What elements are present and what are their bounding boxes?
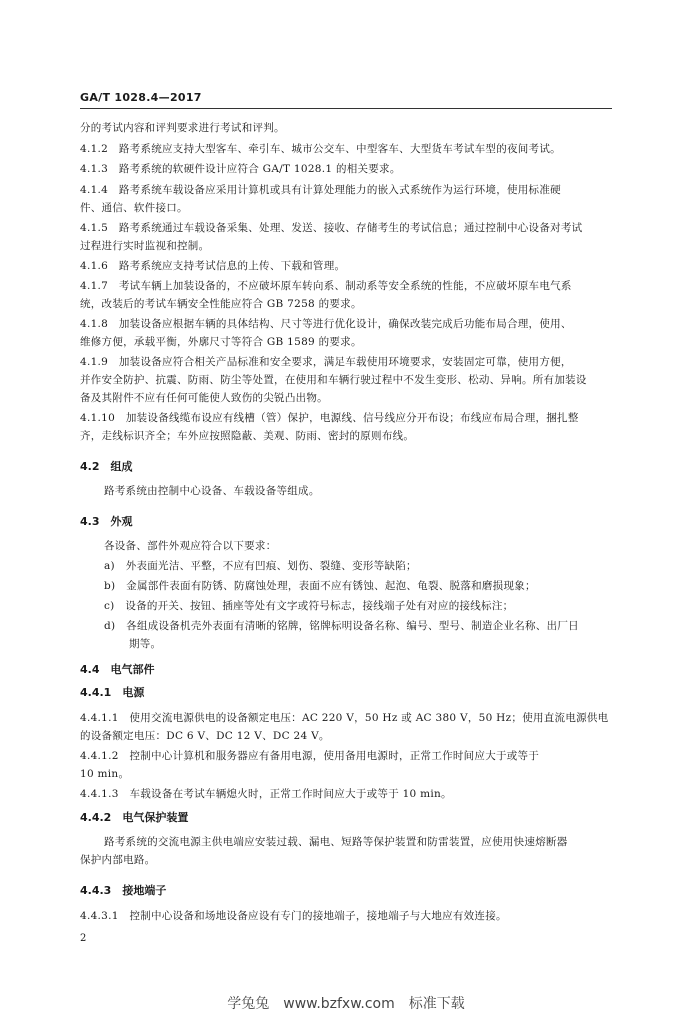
clause-4-1-4: 4.1.4 路考系统车载设备应采用计算机或具有计算处理能力的嵌入式系统作为运行环境，使用标准硬	[80, 184, 561, 196]
body-line: 10 min。	[80, 768, 130, 780]
clause-4-1-10: 4.1.10 加装设备线缆布设应有线槽（管）保护，电源线、信号线应分开布设；布线应布局合理，捆扎整	[80, 412, 579, 424]
clause-4-4-1-3: 4.4.1.3 车载设备在考试车辆熄火时，正常工作时间应大于或等于 10 min。	[80, 788, 452, 800]
list-item-d-continued: 期等。	[129, 638, 162, 650]
body-paragraph: 各设备、部件外观应符合以下要求：	[104, 540, 277, 552]
page-number: 2	[80, 933, 87, 944]
body-line: 的设备额定电压：DC 6 V、DC 12 V、DC 24 V。	[80, 730, 330, 742]
list-item-c: c) 设备的开关、按钮、插座等处有文字或符号标志，接线端子处有对应的接线标注；	[104, 600, 514, 612]
clause-4-4-1-1: 4.4.1.1 使用交流电源供电的设备额定电压：AC 220 V，50 Hz 或 AC 380 V，50 Hz；使用直流电源供电	[80, 712, 609, 724]
section-heading-4-4-2: 4.4.2 电气保护装置	[80, 811, 189, 824]
section-heading-4-4-3: 4.4.3 接地端子	[80, 884, 167, 897]
body-paragraph: 路考系统由控制中心设备、车载设备等组成。	[104, 485, 320, 497]
body-line: 齐，走线标识齐全；车外应按照隐蔽、美观、防雨、密封的原则布线。	[80, 430, 415, 442]
body-line: 并作安全防护、抗震、防雨、防尘等处置，在使用和车辆行驶过程中不发生变形、松动、异响。所有加装设	[80, 374, 587, 386]
clause-4-1-8: 4.1.8 加装设备应根据车辆的具体结构、尺寸等进行优化设计，确保改装完成后功能布局合理，使用、	[80, 318, 572, 330]
clause-4-1-7: 4.1.7 考试车辆上加装设备的，不应破坏原车转向系、制动系等安全系统的性能，不应破坏原车电气系	[80, 280, 572, 292]
body-paragraph: 路考系统的交流电源主供电端应安装过载、漏电、短路等保护装置和防雷装置，应使用快速熔断器	[104, 836, 568, 848]
body-line: 备及其附件不应有任何可能使人致伤的尖锐凸出物。	[80, 392, 328, 404]
body-line: 过程进行实时监视和控制。	[80, 240, 210, 252]
clause-4-4-3-1: 4.4.3.1 控制中心设备和场地设备应设有专门的接地端子，接地端子与大地应有效连接。	[80, 910, 507, 922]
body-line: 件、通信、软件接口。	[80, 202, 188, 214]
clause-4-4-1-2: 4.4.1.2 控制中心计算机和服务器应有备用电源，使用备用电源时，正常工作时间应大于或等于	[80, 750, 540, 762]
list-item-d: d) 各组成设备机壳外表面有清晰的铭牌，铭牌标明设备名称、编号、型号、制造企业名称、出厂日	[104, 620, 579, 632]
body-line: 保护内部电路。	[80, 854, 156, 866]
section-heading-4-2: 4.2 组成	[80, 460, 133, 473]
clause-4-1-3: 4.1.3 路考系统的软硬件设计应符合 GA/T 1028.1 的相关要求。	[80, 163, 401, 175]
body-line: 统，改装后的考试车辆安全性能应符合 GB 7258 的要求。	[80, 298, 362, 310]
list-item-a: a) 外表面光洁、平整，不应有凹痕、划伤、裂缝、变形等缺陷；	[104, 560, 417, 572]
list-item-b: b) 金属部件表面有防锈、防腐蚀处理，表面不应有锈蚀、起泡、龟裂、脱落和磨损现象；	[104, 580, 536, 592]
clause-4-1-9: 4.1.9 加装设备应符合相关产品标准和安全要求，满足车载使用环境要求，安装固定可靠，使用方便，	[80, 356, 572, 368]
clause-4-1-6: 4.1.6 路考系统应支持考试信息的上传、下载和管理。	[80, 260, 346, 272]
body-line: 维修方便，承载平衡，外廓尺寸等符合 GB 1589 的要求。	[80, 336, 362, 348]
section-heading-4-4: 4.4 电气部件	[80, 663, 155, 676]
section-heading-4-4-1: 4.4.1 电源	[80, 686, 145, 699]
clause-4-1-2: 4.1.2 路考系统应支持大型客车、牵引车、城市公交车、中型客车、大型货车考试车型的夜间考试。	[80, 143, 561, 155]
clause-4-1-5: 4.1.5 路考系统通过车载设备采集、处理、发送、接收、存储考生的考试信息；通过控制中心设备对考试	[80, 222, 583, 234]
watermark: 学兔兔 www.bzfxw.com 标准下载	[227, 996, 465, 1012]
header-divider	[80, 108, 612, 109]
section-heading-4-3: 4.3 外观	[80, 515, 133, 528]
document-id: GA/T 1028.4—2017	[80, 91, 202, 104]
body-line: 分的考试内容和评判要求进行考试和评判。	[80, 122, 285, 134]
